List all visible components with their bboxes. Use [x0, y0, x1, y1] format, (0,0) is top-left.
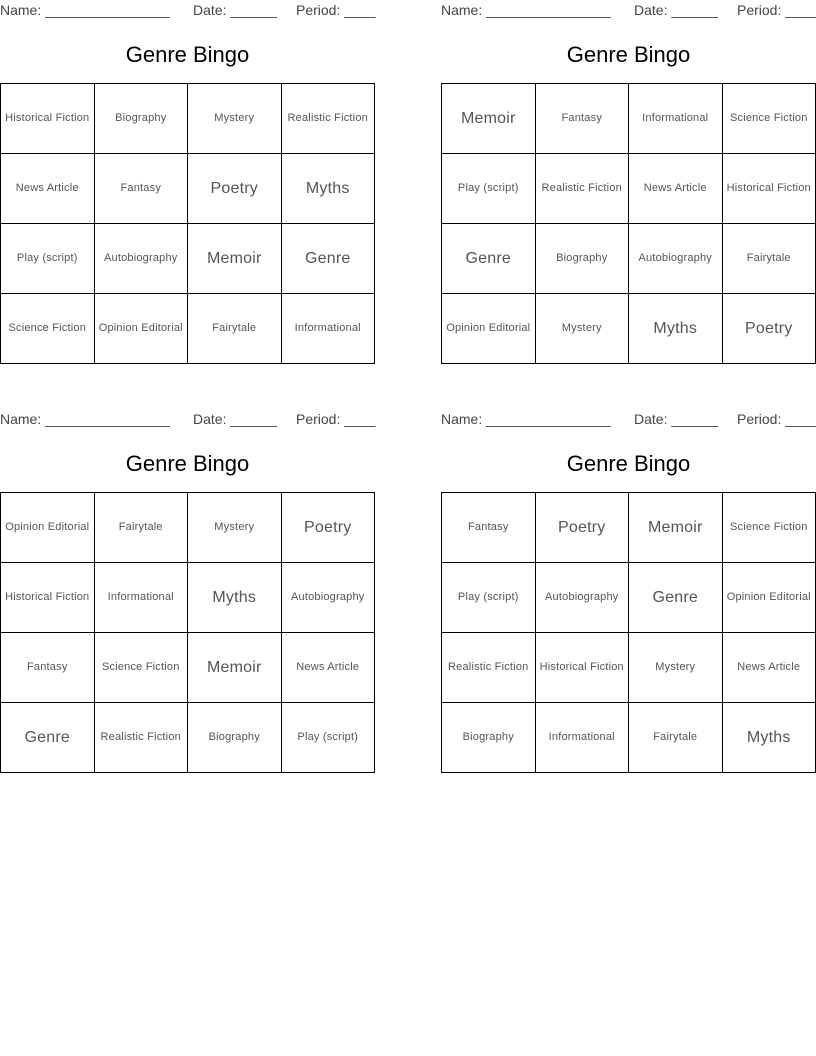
- bingo-cell[interactable]: News Article: [629, 154, 723, 224]
- student-info-line: [0, 409, 375, 429]
- bingo-cell[interactable]: Fantasy: [1, 633, 95, 703]
- bingo-cell[interactable]: Memoir: [442, 84, 536, 154]
- bingo-cell[interactable]: Realistic Fiction: [95, 703, 189, 773]
- bingo-cell[interactable]: Poetry: [723, 294, 816, 364]
- bingo-cell[interactable]: Science Fiction: [95, 633, 189, 703]
- card-title: Genre Bingo: [566, 42, 691, 67]
- bingo-cell[interactable]: Science Fiction: [1, 294, 95, 364]
- bingo-cell[interactable]: Autobiography: [95, 224, 189, 294]
- bingo-cell[interactable]: Myths: [723, 703, 816, 773]
- bingo-cell[interactable]: Autobiography: [629, 224, 723, 294]
- bingo-cell[interactable]: Mystery: [188, 493, 282, 563]
- bingo-cell[interactable]: Play (script): [282, 703, 376, 773]
- bingo-cell[interactable]: Myths: [629, 294, 723, 364]
- bingo-cell[interactable]: Opinion Editorial: [1, 493, 95, 563]
- bingo-cell[interactable]: Fairytale: [95, 493, 189, 563]
- period-field[interactable]: Period: ____: [296, 2, 376, 18]
- bingo-cell[interactable]: Opinion Editorial: [95, 294, 189, 364]
- bingo-cell[interactable]: Fantasy: [95, 154, 189, 224]
- period-field[interactable]: Period: ____: [737, 2, 816, 18]
- period-field[interactable]: Period: ____: [737, 411, 816, 427]
- bingo-cell[interactable]: News Article: [723, 633, 816, 703]
- bingo-card-1: [0, 0, 375, 365]
- bingo-cell[interactable]: Opinion Editorial: [723, 563, 816, 633]
- bingo-cell[interactable]: Realistic Fiction: [536, 154, 630, 224]
- bingo-cell[interactable]: Historical Fiction: [1, 84, 95, 154]
- period-field[interactable]: Period: ____: [296, 411, 376, 427]
- bingo-cell[interactable]: Genre: [442, 224, 536, 294]
- bingo-cell[interactable]: Biography: [536, 224, 630, 294]
- bingo-cell[interactable]: Fairytale: [188, 294, 282, 364]
- bingo-cell[interactable]: Play (script): [442, 154, 536, 224]
- bingo-cell[interactable]: Fairytale: [629, 703, 723, 773]
- bingo-cell[interactable]: Historical Fiction: [536, 633, 630, 703]
- bingo-cell[interactable]: Biography: [442, 703, 536, 773]
- bingo-cell[interactable]: Fairytale: [723, 224, 816, 294]
- name-field[interactable]: Name: ________________: [441, 2, 611, 18]
- bingo-cell[interactable]: Informational: [95, 563, 189, 633]
- bingo-cell[interactable]: News Article: [282, 633, 376, 703]
- bingo-cell[interactable]: Biography: [95, 84, 189, 154]
- date-field[interactable]: Date: ______: [634, 411, 719, 427]
- bingo-cell[interactable]: Myths: [282, 154, 376, 224]
- student-info-line: [0, 0, 375, 20]
- bingo-cell[interactable]: Fantasy: [442, 493, 536, 563]
- name-field[interactable]: Name: ________________: [0, 2, 170, 18]
- bingo-cell[interactable]: Memoir: [188, 633, 282, 703]
- bingo-cell[interactable]: Autobiography: [282, 563, 376, 633]
- bingo-grid: [441, 492, 816, 773]
- bingo-cell[interactable]: Opinion Editorial: [442, 294, 536, 364]
- bingo-cell[interactable]: Mystery: [188, 84, 282, 154]
- bingo-cell[interactable]: Mystery: [536, 294, 630, 364]
- bingo-cell[interactable]: Biography: [188, 703, 282, 773]
- bingo-card-3: [0, 409, 375, 774]
- student-info-line: [441, 0, 816, 20]
- bingo-cell[interactable]: Genre: [1, 703, 95, 773]
- student-info-line: [441, 409, 816, 429]
- date-field[interactable]: Date: ______: [634, 2, 719, 18]
- date-field[interactable]: Date: ______: [193, 2, 278, 18]
- bingo-grid: [0, 83, 375, 364]
- bingo-card-4: [441, 409, 816, 774]
- bingo-grid: [441, 83, 816, 364]
- bingo-cell[interactable]: Mystery: [629, 633, 723, 703]
- bingo-cell[interactable]: Poetry: [282, 493, 376, 563]
- bingo-cell[interactable]: Informational: [536, 703, 630, 773]
- bingo-cell[interactable]: Memoir: [629, 493, 723, 563]
- card-title: Genre Bingo: [125, 451, 250, 476]
- bingo-cell[interactable]: Poetry: [188, 154, 282, 224]
- bingo-cell[interactable]: Realistic Fiction: [282, 84, 376, 154]
- date-field[interactable]: Date: ______: [193, 411, 278, 427]
- bingo-cell[interactable]: Myths: [188, 563, 282, 633]
- bingo-grid: [0, 492, 375, 773]
- bingo-cell[interactable]: Memoir: [188, 224, 282, 294]
- bingo-cell[interactable]: Informational: [629, 84, 723, 154]
- card-title: Genre Bingo: [566, 451, 691, 476]
- bingo-cell[interactable]: Genre: [282, 224, 376, 294]
- bingo-cell[interactable]: Historical Fiction: [1, 563, 95, 633]
- bingo-cell[interactable]: Play (script): [1, 224, 95, 294]
- bingo-card-2: [441, 0, 816, 365]
- bingo-cell[interactable]: Poetry: [536, 493, 630, 563]
- name-field[interactable]: Name: ________________: [441, 411, 611, 427]
- bingo-cell[interactable]: News Article: [1, 154, 95, 224]
- name-field[interactable]: Name: ________________: [0, 411, 170, 427]
- bingo-cell[interactable]: Historical Fiction: [723, 154, 816, 224]
- bingo-cell[interactable]: Fantasy: [536, 84, 630, 154]
- bingo-cell[interactable]: Informational: [282, 294, 376, 364]
- bingo-cell[interactable]: Science Fiction: [723, 84, 816, 154]
- card-title: Genre Bingo: [125, 42, 250, 67]
- bingo-cell[interactable]: Genre: [629, 563, 723, 633]
- bingo-cell[interactable]: Realistic Fiction: [442, 633, 536, 703]
- bingo-cell[interactable]: Play (script): [442, 563, 536, 633]
- bingo-cell[interactable]: Science Fiction: [723, 493, 816, 563]
- bingo-cell[interactable]: Autobiography: [536, 563, 630, 633]
